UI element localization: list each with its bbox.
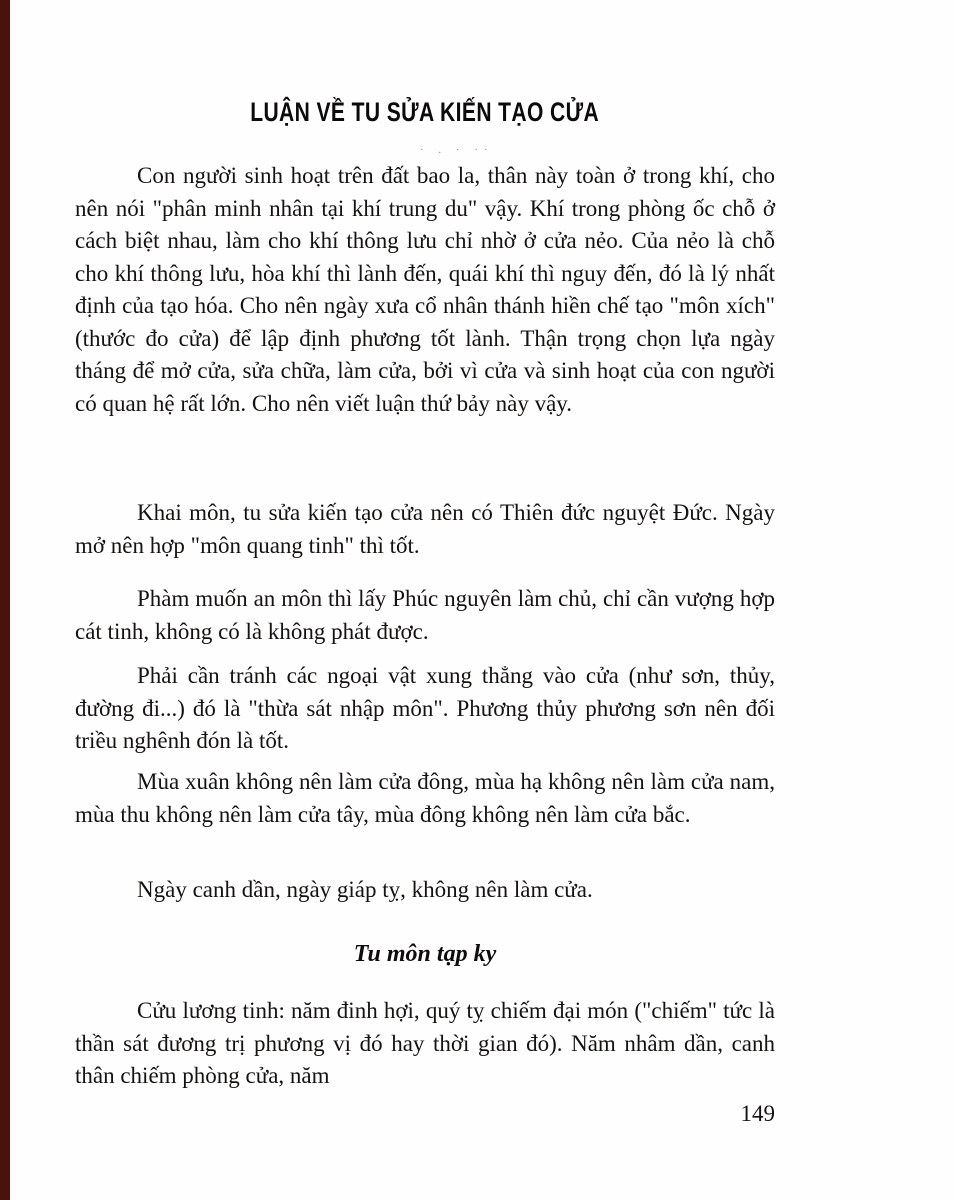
paragraph-1-container: [75, 160, 775, 420]
page-title: LUẬN VỀ TU SỬA KIẾN TẠO CỬA: [250, 97, 600, 127]
scan-dot-marks: · . · ··: [420, 144, 494, 156]
paragraph-7-container: [75, 995, 775, 1093]
paragraph-4-container: [75, 660, 775, 758]
paragraph-5: Mùa xuân không nên làm cửa đông, mùa hạ không nên làm cửa nam, mùa thu không nên làm cửa tây, mùa đông không nên làm cửa bắc.: [75, 769, 775, 827]
scan-edge-artifact: [0, 0, 10, 1200]
paragraph-3-container: [75, 583, 775, 648]
paragraph-6-container: [75, 874, 775, 907]
paragraph-3: Phàm muốn an môn thì lấy Phúc nguyên làm chủ, chỉ cần vượng hợp cát tinh, không có là không phát được.: [75, 586, 775, 644]
paragraph-6: Ngày canh dần, ngày giáp tỵ, không nên làm cửa.: [137, 877, 593, 902]
paragraph-5-container: [75, 766, 775, 831]
page-title-container: [75, 97, 775, 128]
page-number: 149: [740, 1101, 775, 1126]
section-subheading: Tu môn tạp ky: [353, 941, 497, 967]
paragraph-1: Con người sinh hoạt trên đất bao la, thân này toàn ở trong khí, cho nên nói "phân minh nhân tại khí trung du" vậy. Khí trong phòng ốc chỗ ở cách biệt nhau, làm cho khí thông lưu chỉ nhờ ở cửa nẻo. Của nẻo là chỗ cho khí thông lưu, hòa khí thì lành đến, quái khí thì nguy đến, đó là lý nhất định của tạo hóa. Cho nên ngày xưa cổ nhân thánh hiền chế tạo "môn xích" (thước đo cửa) để lập định phương tốt lành. Thận trọng chọn lựa ngày tháng để mở cửa, sửa chữa, làm cửa, bởi vì cửa và sinh hoạt của con người có quan hệ rất lớn. Cho nên viết luận thứ bảy này vậy.: [75, 163, 775, 416]
paragraph-2: Khai môn, tu sửa kiến tạo cửa nên có Thiên đức nguyệt Đức. Ngày mở nên hợp "môn quang tinh" thì tốt.: [75, 500, 775, 558]
paragraph-2-container: [75, 497, 775, 562]
paragraph-7: Cửu lương tinh: năm đinh hợi, quý tỵ chiếm đại món ("chiếm" tức là thần sát đương trị phương vị đó hay thời gian đó). Năm nhâm dần, canh thân chiếm phòng cửa, năm: [75, 998, 775, 1088]
paragraph-4: Phải cần tránh các ngoại vật xung thẳng vào cửa (như sơn, thủy, đường đi...) đó là "thừa sát nhập môn". Phương thủy phương sơn nên đối triều nghênh đón là tốt.: [75, 663, 775, 753]
